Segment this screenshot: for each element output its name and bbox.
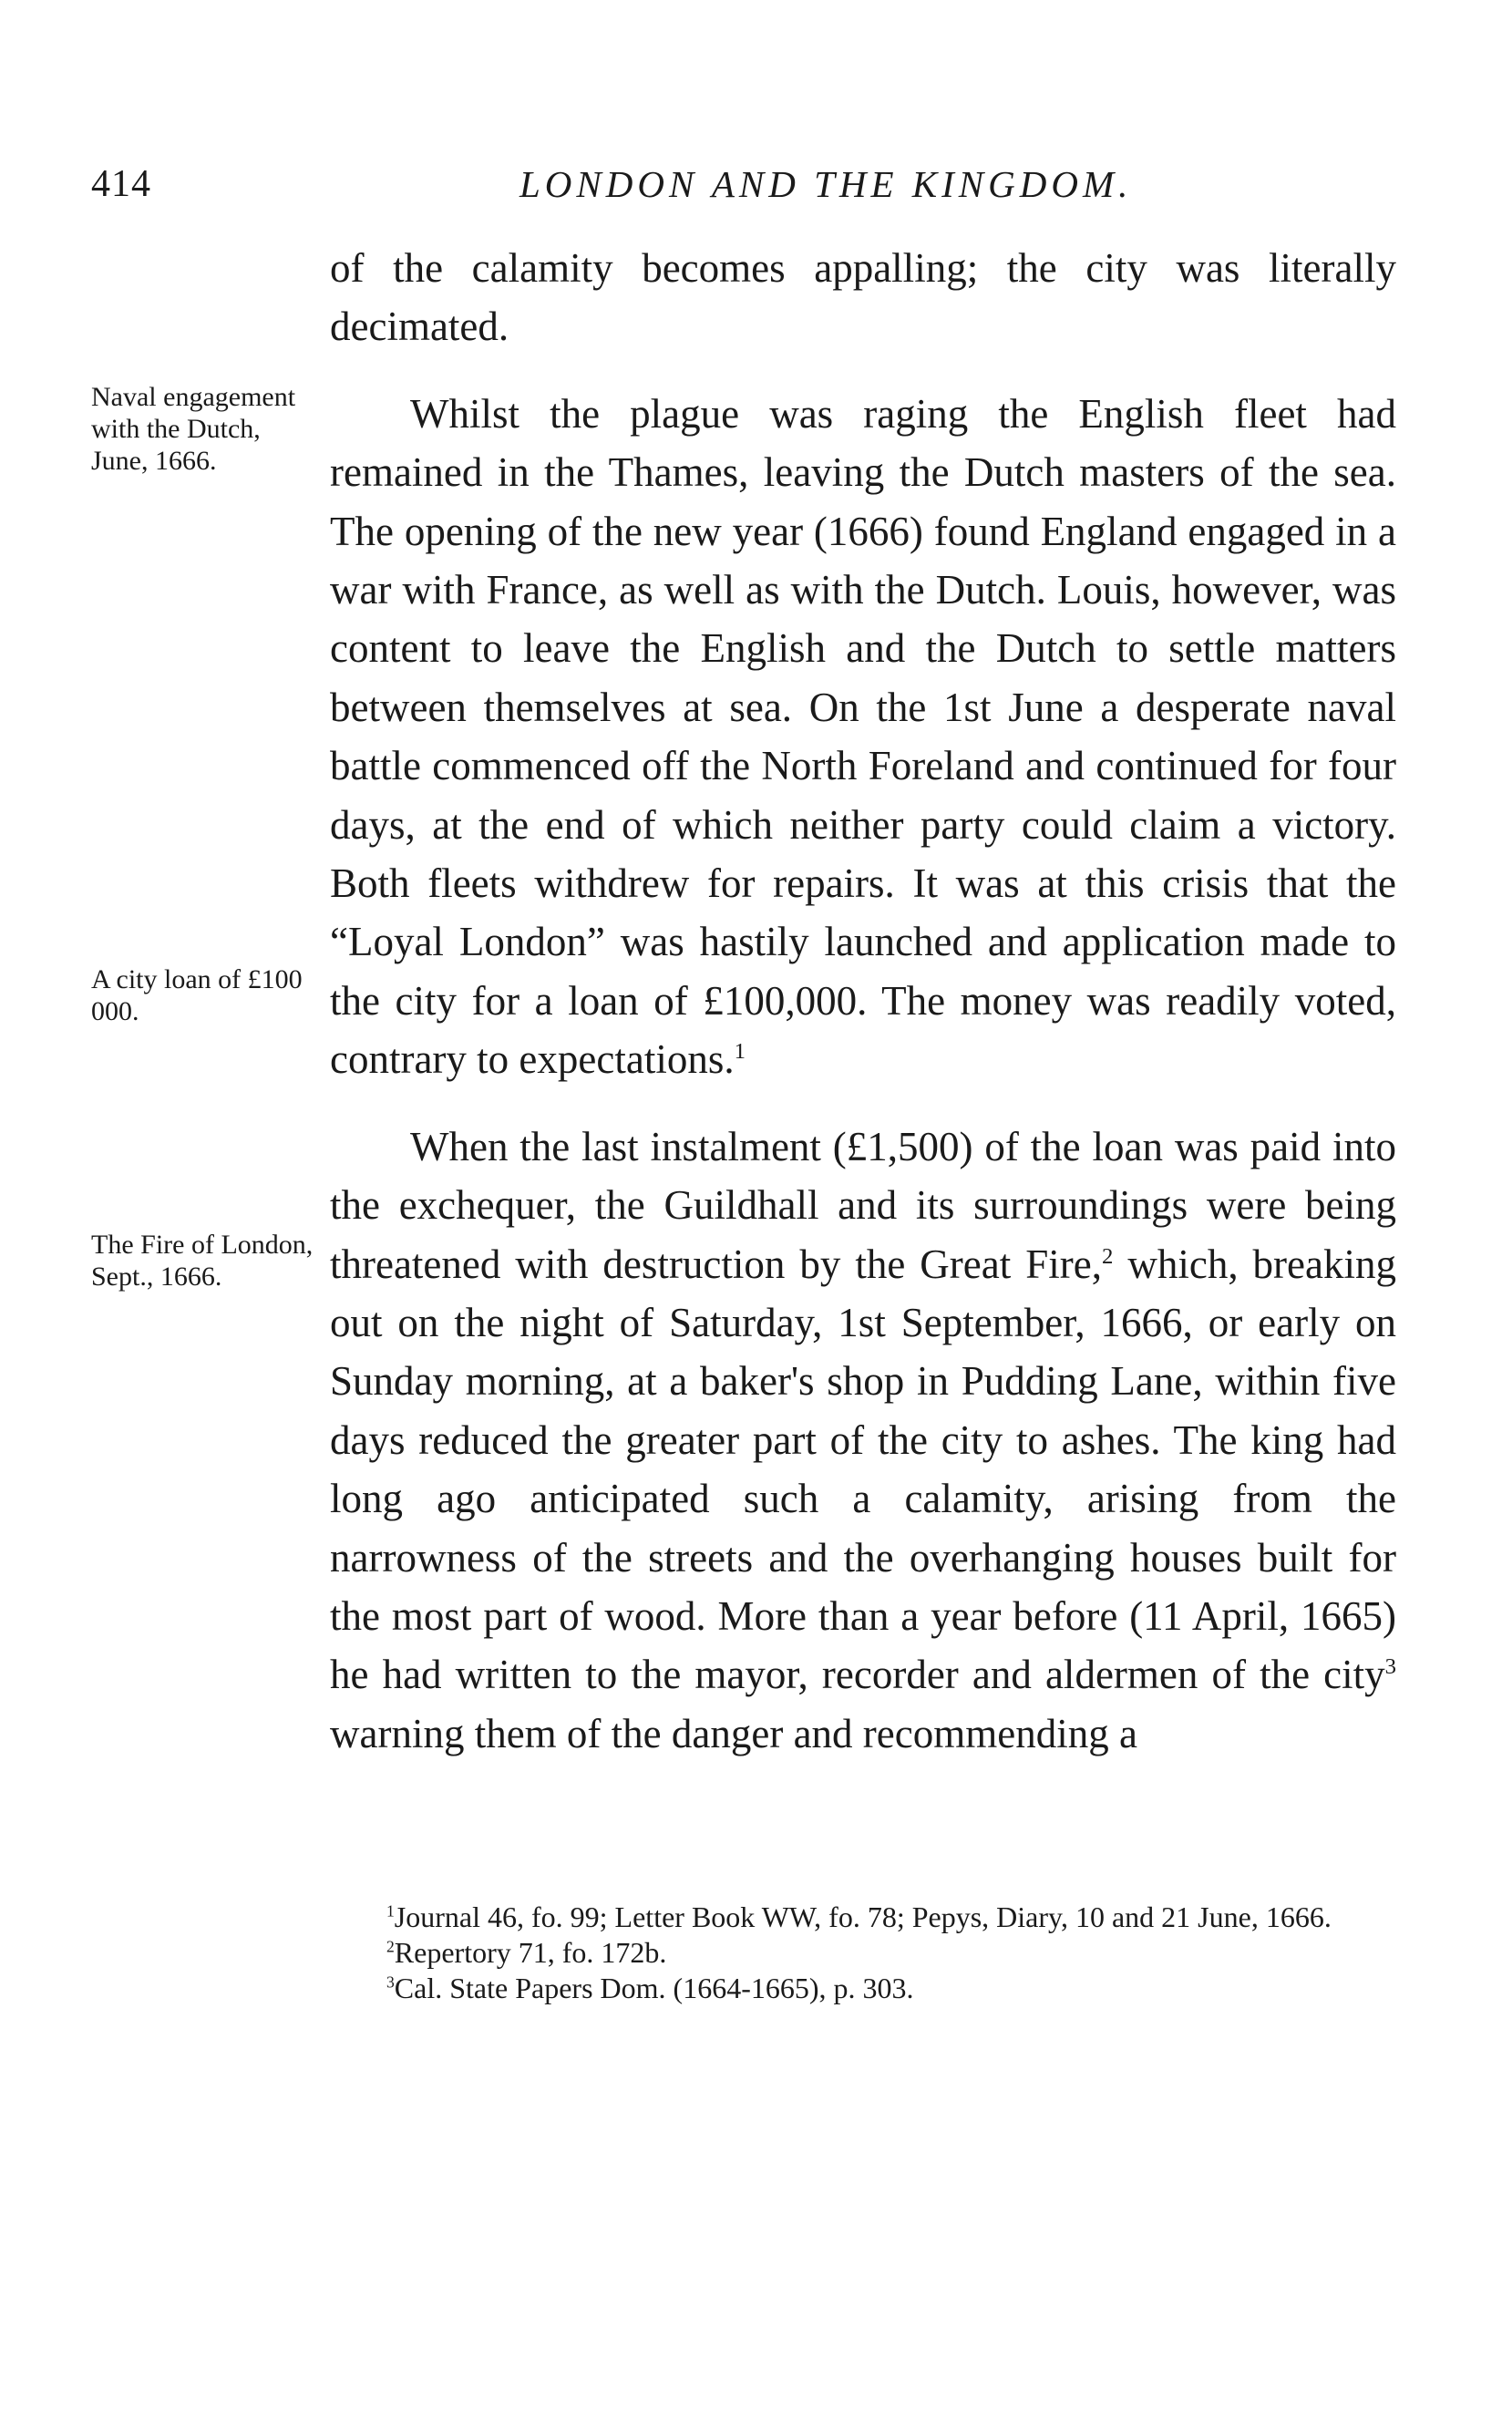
footnote-text: Repertory 71, fo. 172b. (394, 1936, 667, 1969)
footnote-text: Journal 46, fo. 99; Letter Book WW, fo. 78; Pepys, Diary, 10 and 21 June, 1666. (394, 1900, 1332, 1933)
page-number: 414 (91, 163, 151, 205)
footnote (330, 1900, 1396, 1935)
footnote-mark: 2 (386, 1937, 395, 1956)
page-header (91, 162, 1404, 208)
footnote-mark: 3 (386, 1972, 395, 1992)
marginal-note-great-fire: The Fire of London, Sept., 1666. (91, 1230, 314, 1292)
footnotes (330, 1900, 1396, 2006)
paragraph-text: Whilst the plague was raging the English fleet had remained in the Thames, leaving the Dutch masters of the sea. The opening of the new year (1666) found England engaged in a war with France, as well as with the Dutch. Louis, however, was content to leave the English and the Dutch to settle matters between themselves at sea. On the 1st June a desperate naval battle commenced off the North Foreland and continued for four days, at the end of which neither party could claim a victory. Both fleets withdrew for repairs. It was at this crisis that the “Loyal London” was hastily launched and application made to the city for a loan of £100,000. The money was readily voted, contrary to expectations. (330, 390, 1396, 1083)
footnote-text: Cal. State Papers Dom. (1664-1665), p. 303. (394, 1972, 914, 2004)
paragraph-naval-engagement (330, 385, 1396, 1089)
footnote-ref: 2 (1101, 1243, 1114, 1269)
paragraph-text: When the last instalment (£1,500) of the loan was paid into the exchequer, the Guildhall and its surroundings were being threatened with destruction by the Great Fire, (330, 1123, 1396, 1287)
footnote-mark: 1 (386, 1901, 395, 1921)
footnote-ref: 3 (1384, 1654, 1396, 1680)
marginal-note-city-loan: A city loan of £100 000. (91, 964, 303, 1026)
body-text (330, 239, 1396, 1763)
marginal-note-naval-engagement: Naval engagement with the Dutch, June, 1666. (91, 382, 296, 476)
running-head: LONDON AND THE KINGDOM. (519, 163, 1133, 205)
paragraph-great-fire (330, 1117, 1396, 1763)
paragraph-continuation: of the calamity becomes appalling; the city was literally decimated. (330, 245, 1396, 350)
footnote (330, 1971, 1396, 2006)
paragraph-text: warning them of the danger and recommending a (330, 1710, 1137, 1756)
footnote (330, 1935, 1396, 1971)
footnote-ref: 1 (734, 1039, 746, 1065)
paragraph-text: which, breaking out on the night of Saturday, 1st September, 1666, or early on Sunday morning, at a baker's shop in Pudding Lane, within five days reduced the greater part of the city to ashes. The king had long ago anticipated such a calamity, arising from the narrowness of the streets and the overhanging houses built for the most part of wood. More than a year before (11 April, 1665) he had written to the mayor, recorder and aldermen of the city (330, 1241, 1396, 1698)
